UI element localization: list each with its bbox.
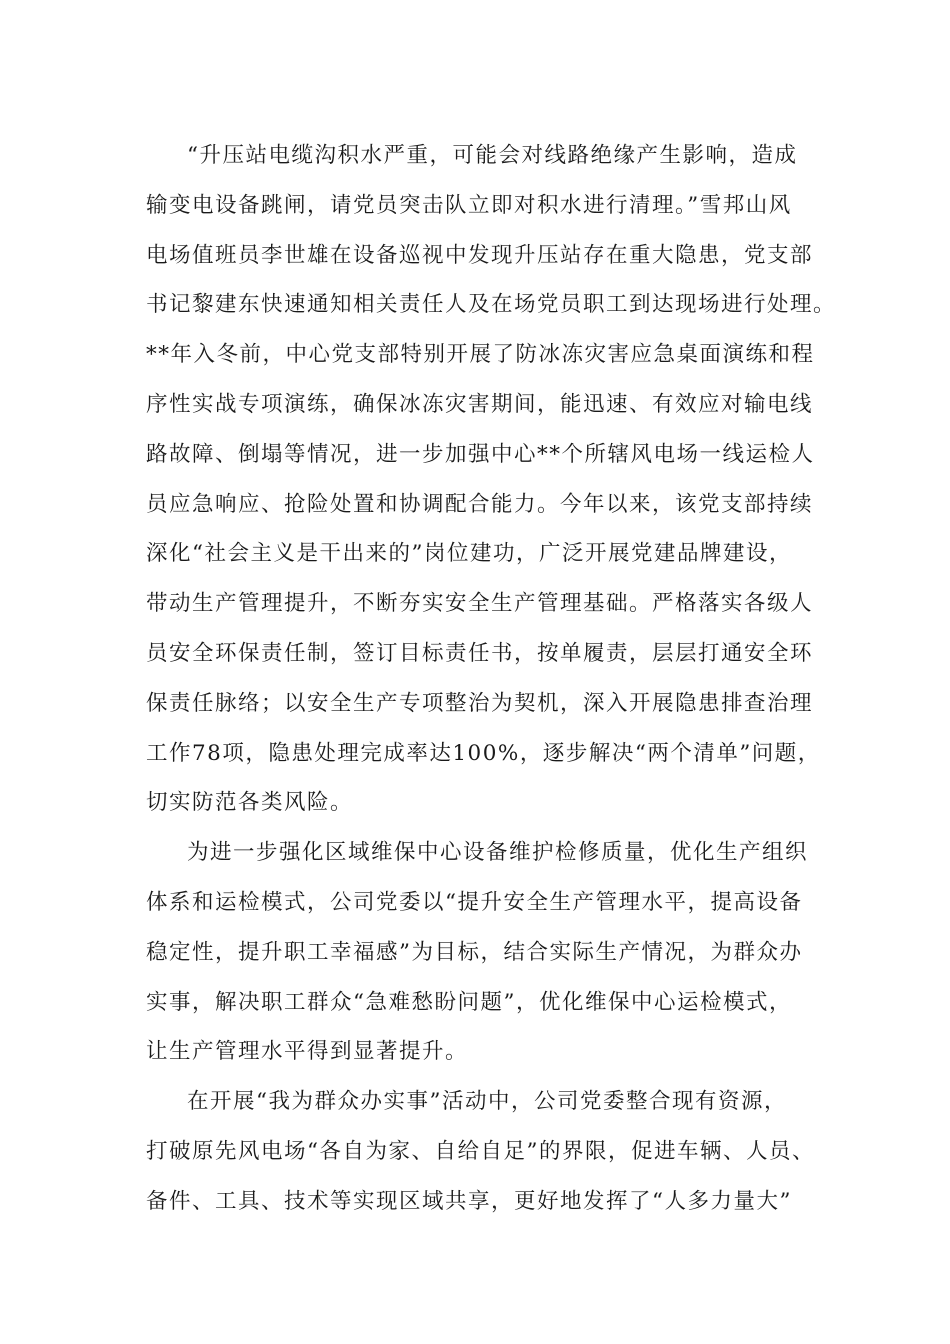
text-line: 序性实战专项演练，确保冰冻灾害期间，能迅速、有效应对输电线 (146, 391, 814, 417)
text-line: 为进一步强化区域维保中心设备维护检修质量，优化生产组织 (187, 840, 809, 866)
paragraph (146, 131, 837, 828)
text-line: 切实防范各类风险。 (146, 790, 354, 816)
text-line: 员安全环保责任制，签订目标责任书，按单履责，层层打通安全环 (146, 640, 814, 666)
text-line: 带动生产管理提升，不断夯实安全生产管理基础。严格落实各级人 (146, 591, 814, 617)
text-line: 实事，解决职工群众“急难愁盼问题”，优化维保中心运检模式， (146, 989, 792, 1015)
text-line: 书记黎建东快速通知相关责任人及在场党员职工到达现场进行处理。 (146, 292, 837, 318)
text-line: 让生产管理水平得到显著提升。 (146, 1039, 469, 1065)
text-line: 深化“社会主义是干出来的”岗位建功，广泛开展党建品牌建设， (146, 541, 792, 567)
paragraph (146, 1077, 826, 1226)
text-line: 工作78项，隐患处理完成率达100%，逐步解决“两个清单”问题， (146, 740, 821, 766)
document-body (146, 131, 837, 1227)
text-line: 电场值班员李世雄在设备巡视中发现升压站存在重大隐患，党支部 (146, 242, 814, 268)
text-line: 保责任脉络；以安全生产专项整治为契机，深入开展隐患排查治理 (146, 690, 814, 716)
text-line: 备件、工具、技术等实现区域共享，更好地发挥了“人多力量大” (146, 1188, 792, 1214)
text-line: 在开展“我为群众办实事”活动中，公司党委整合现有资源， (187, 1089, 787, 1115)
text-line: 输变电设备跳闸，请党员突击队立即对积水进行清理。”雪邦山风 (146, 192, 792, 218)
paragraph (146, 828, 826, 1077)
text-line: 员应急响应、抢险处置和协调配合能力。今年以来，该党支部持续 (146, 491, 814, 517)
text-line: 路故障、倒塌等情况，进一步加强中心**个所辖风电场一线运检人 (146, 441, 815, 467)
text-line: 打破原先风电场“各自为家、自给自足”的界限，促进车辆、人员、 (146, 1138, 815, 1164)
text-line: “升压站电缆沟积水严重，可能会对线路绝缘产生影响，造成 (187, 143, 798, 168)
text-line: 体系和运检模式，公司党委以“提升安全生产管理水平，提高设备 (146, 889, 803, 915)
text-line: 稳定性，提升职工幸福感”为目标，结合实际生产情况，为群众办 (146, 939, 803, 965)
text-line: **年入冬前，中心党支部特别开展了防冰冻灾害应急桌面演练和程 (146, 342, 815, 368)
